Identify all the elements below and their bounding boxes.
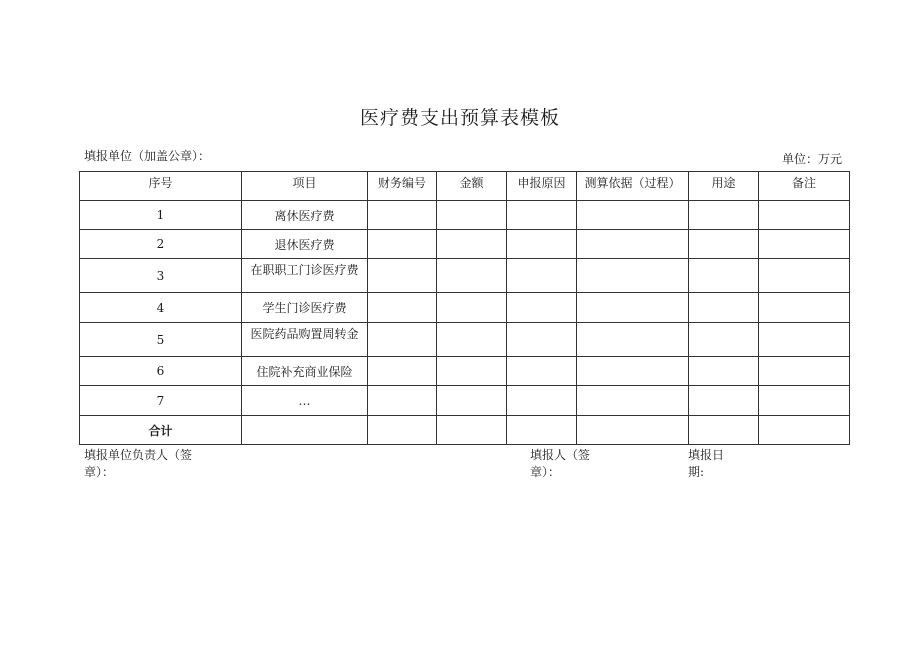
row-no: 7 <box>80 386 242 416</box>
cell-amount <box>437 293 507 323</box>
cell-finance-code <box>368 323 437 357</box>
cell-basis <box>577 323 689 357</box>
header-cell-reason: 申报原因 <box>507 172 577 201</box>
cell-reason <box>507 293 577 323</box>
cell-amount <box>437 416 507 445</box>
row-item: 医院药品购置周转金 <box>242 323 368 357</box>
row-no: 5 <box>80 323 242 357</box>
row-item: 学生门诊医疗费 <box>242 293 368 323</box>
cell-reason <box>507 386 577 416</box>
table-total-row <box>80 416 850 445</box>
table-header-row <box>80 172 850 201</box>
header-cell-usage: 用途 <box>689 172 759 201</box>
cell-usage <box>689 357 759 386</box>
cell-amount <box>437 259 507 293</box>
cell-usage <box>689 386 759 416</box>
cell-usage <box>689 230 759 259</box>
cell-finance-code <box>368 386 437 416</box>
cell-basis <box>577 293 689 323</box>
cell-usage <box>689 201 759 230</box>
cell-reason <box>507 357 577 386</box>
row-item: 住院补充商业保险 <box>242 357 368 386</box>
cell-remarks <box>759 416 850 445</box>
table-row <box>80 230 850 259</box>
cell-item <box>242 416 368 445</box>
cell-reason <box>507 259 577 293</box>
table-row <box>80 357 850 386</box>
cell-basis <box>577 259 689 293</box>
table-row <box>80 293 850 323</box>
cell-remarks <box>759 386 850 416</box>
cell-amount <box>437 386 507 416</box>
header-cell-finance-code: 财务编号 <box>368 172 437 201</box>
row-no: 6 <box>80 357 242 386</box>
cell-usage <box>689 416 759 445</box>
unit-label: 单位：万元 <box>781 152 842 166</box>
header-cell-amount: 金额 <box>437 172 507 201</box>
row-item: 在职职工门诊医疗费 <box>242 259 368 293</box>
cell-basis <box>577 357 689 386</box>
head-signature-label: 填报单位负责人（签章）： <box>84 448 193 479</box>
row-no: 3 <box>80 259 242 293</box>
cell-usage <box>689 259 759 293</box>
row-item: 离休医疗费 <box>242 201 368 230</box>
cell-remarks <box>759 230 850 259</box>
total-label: 合计 <box>80 416 242 445</box>
cell-remarks <box>759 357 850 386</box>
cell-basis <box>577 416 689 445</box>
cell-basis <box>577 230 689 259</box>
cell-remarks <box>759 323 850 357</box>
cell-reason <box>507 230 577 259</box>
date-label: 填报日期: <box>688 448 725 479</box>
cell-remarks <box>759 259 850 293</box>
cell-remarks <box>759 293 850 323</box>
row-no: 4 <box>80 293 242 323</box>
cell-reason <box>507 201 577 230</box>
cell-reason <box>507 416 577 445</box>
cell-amount <box>437 201 507 230</box>
header-cell-basis: 测算依据（过程） <box>577 172 689 201</box>
table-row <box>80 323 850 357</box>
cell-finance-code <box>368 293 437 323</box>
cell-finance-code <box>368 259 437 293</box>
table-row <box>80 386 850 416</box>
cell-usage <box>689 323 759 357</box>
header-cell-no: 序号 <box>80 172 242 201</box>
row-item: … <box>242 386 368 416</box>
cell-reason <box>507 323 577 357</box>
cell-usage <box>689 293 759 323</box>
header-cell-item: 项目 <box>242 172 368 201</box>
cell-amount <box>437 230 507 259</box>
header-cell-remarks: 备注 <box>759 172 850 201</box>
table-row <box>80 201 850 230</box>
budget-table <box>79 171 850 445</box>
cell-basis <box>577 201 689 230</box>
cell-finance-code <box>368 201 437 230</box>
table-row <box>80 259 850 293</box>
cell-amount <box>437 357 507 386</box>
cell-basis <box>577 386 689 416</box>
filler-signature-label: 填报人（签章）： <box>530 448 591 479</box>
fill-unit-label: 填报单位（加盖公章）： <box>84 149 211 163</box>
cell-finance-code <box>368 416 437 445</box>
cell-finance-code <box>368 230 437 259</box>
row-item: 退休医疗费 <box>242 230 368 259</box>
cell-amount <box>437 323 507 357</box>
cell-remarks <box>759 201 850 230</box>
row-no: 1 <box>80 201 242 230</box>
row-no: 2 <box>80 230 242 259</box>
cell-finance-code <box>368 357 437 386</box>
document-title: 医疗费支出预算表模板 <box>359 107 560 129</box>
